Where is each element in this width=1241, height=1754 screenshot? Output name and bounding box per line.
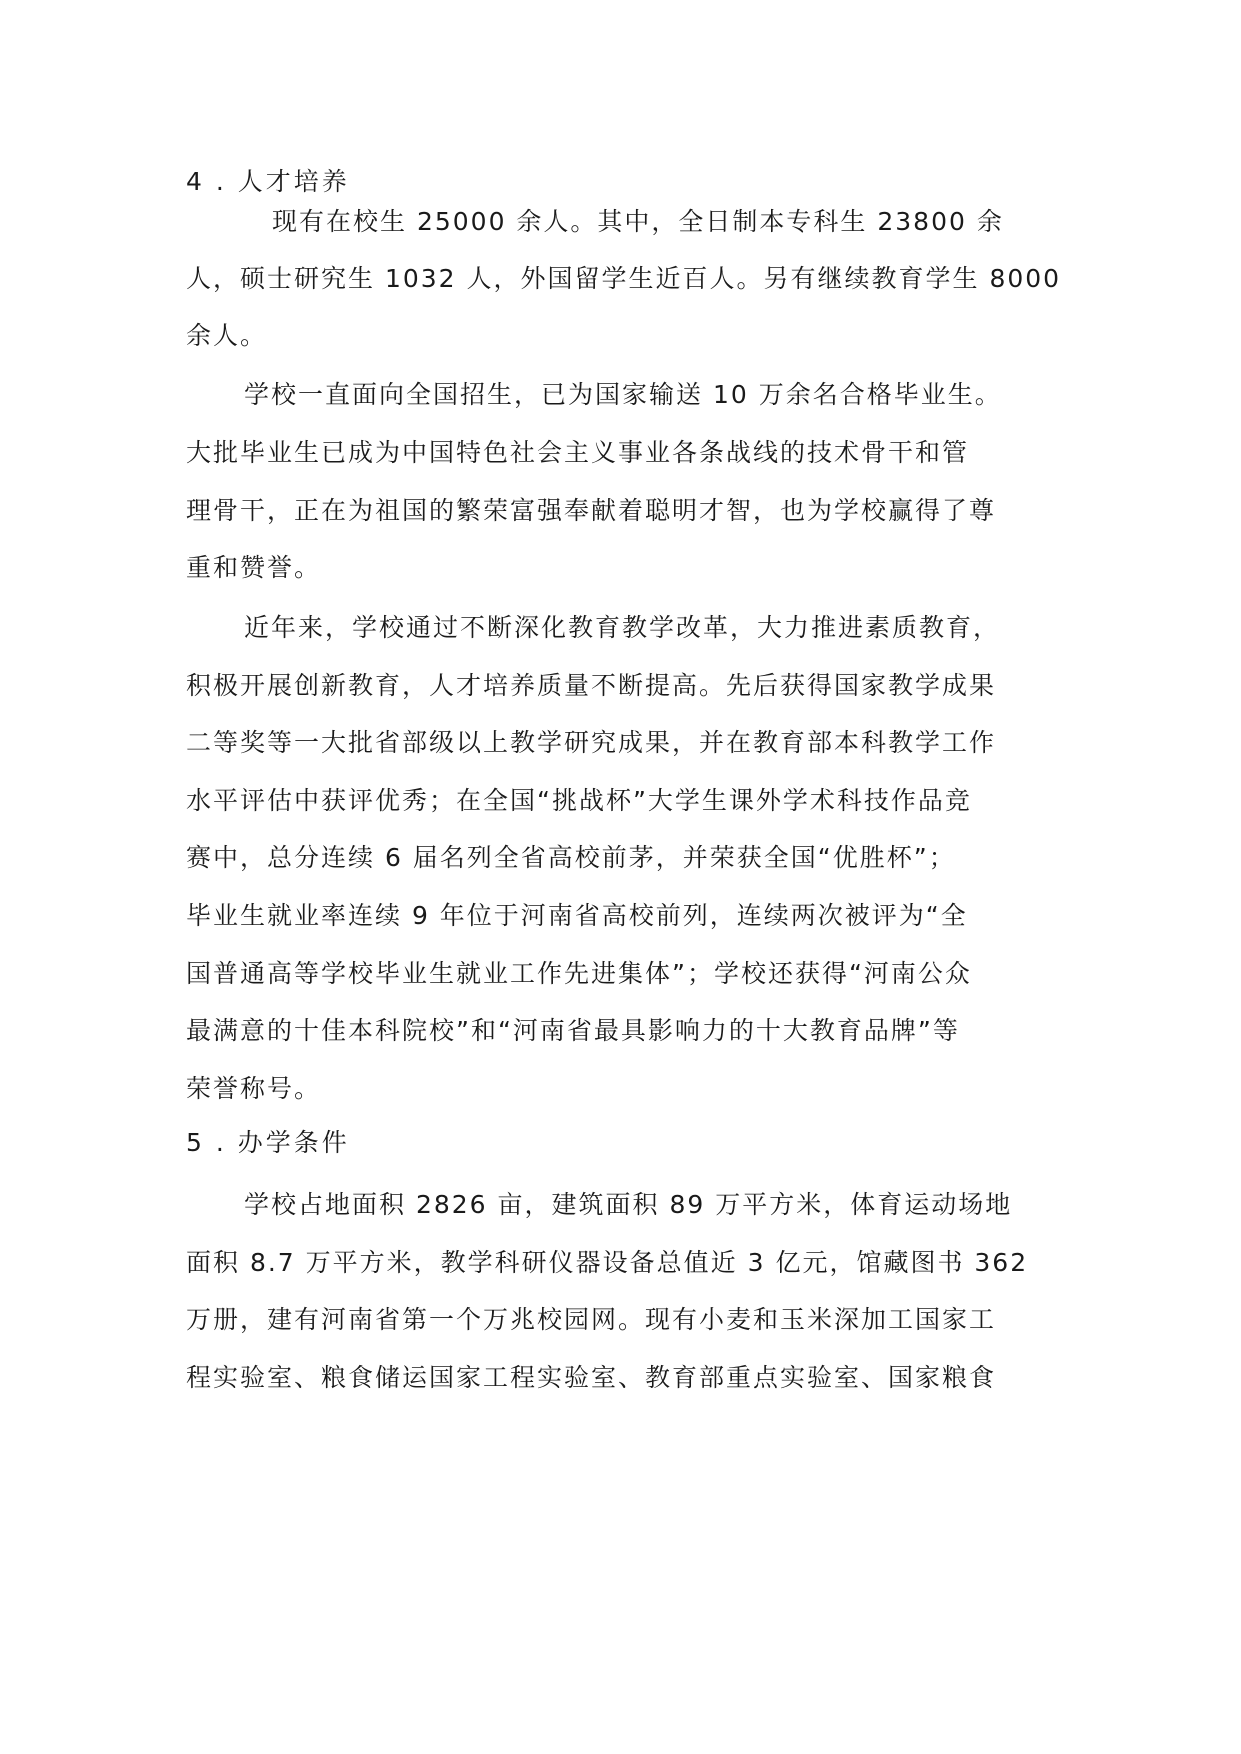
paragraph-line: 二等奖等一大批省部级以上教学研究成果，并在教育部本科教学工作 <box>186 728 997 757</box>
paragraph-line: 程实验室、粮食储运国家工程实验室、教育部重点实验室、国家粮食 <box>186 1363 997 1392</box>
paragraph-line: 面积 8.7 万平方米，教学科研仪器设备总值近 3 亿元，馆藏图书 362 <box>186 1248 1029 1277</box>
paragraph-line: 人，硕士研究生 1032 人，外国留学生近百人。另有继续教育学生 8000 <box>186 264 1062 293</box>
paragraph-line: 万册，建有河南省第一个万兆校园网。现有小麦和玉米深加工国家工 <box>186 1305 997 1334</box>
paragraph-line: 国普通高等学校毕业生就业工作先进集体”；学校还获得“河南公众 <box>186 959 972 988</box>
paragraph-line: 现有在校生 25000 余人。其中，全日制本专科生 23800 余 <box>272 207 1004 236</box>
paragraph-line: 大批毕业生已成为中国特色社会主义事业各条战线的技术骨干和管 <box>186 438 970 467</box>
section-4-heading: 4 . 人才培养 <box>186 167 350 196</box>
paragraph-line: 重和赞誉。 <box>186 553 322 582</box>
paragraph-line: 赛中，总分连续 6 届名列全省高校前茅，并荣获全国“优胜杯”； <box>186 843 956 872</box>
section-5-heading: 5 . 办学条件 <box>186 1128 350 1157</box>
paragraph-line: 近年来，学校通过不断深化教育教学改革，大力推进素质教育， <box>244 613 1001 642</box>
paragraph-line: 积极开展创新教育，人才培养质量不断提高。先后获得国家教学成果 <box>186 671 997 700</box>
paragraph-line: 理骨干，正在为祖国的繁荣富强奉献着聪明才智，也为学校赢得了尊 <box>186 496 997 525</box>
paragraph-line: 学校一直面向全国招生，已为国家输送 10 万余名合格毕业生。 <box>244 380 1002 409</box>
paragraph-line: 最满意的十佳本科院校”和“河南省最具影响力的十大教育品牌”等 <box>186 1016 960 1045</box>
paragraph-line: 毕业生就业率连续 9 年位于河南省高校前列，连续两次被评为“全 <box>186 901 968 930</box>
paragraph-line: 学校占地面积 2826 亩，建筑面积 89 万平方米，体育运动场地 <box>244 1190 1013 1219</box>
paragraph-line: 水平评估中获评优秀；在全国“挑战杯”大学生课外学术科技作品竞 <box>186 786 972 815</box>
paragraph-line: 余人。 <box>186 321 268 350</box>
paragraph-line: 荣誉称号。 <box>186 1074 322 1103</box>
